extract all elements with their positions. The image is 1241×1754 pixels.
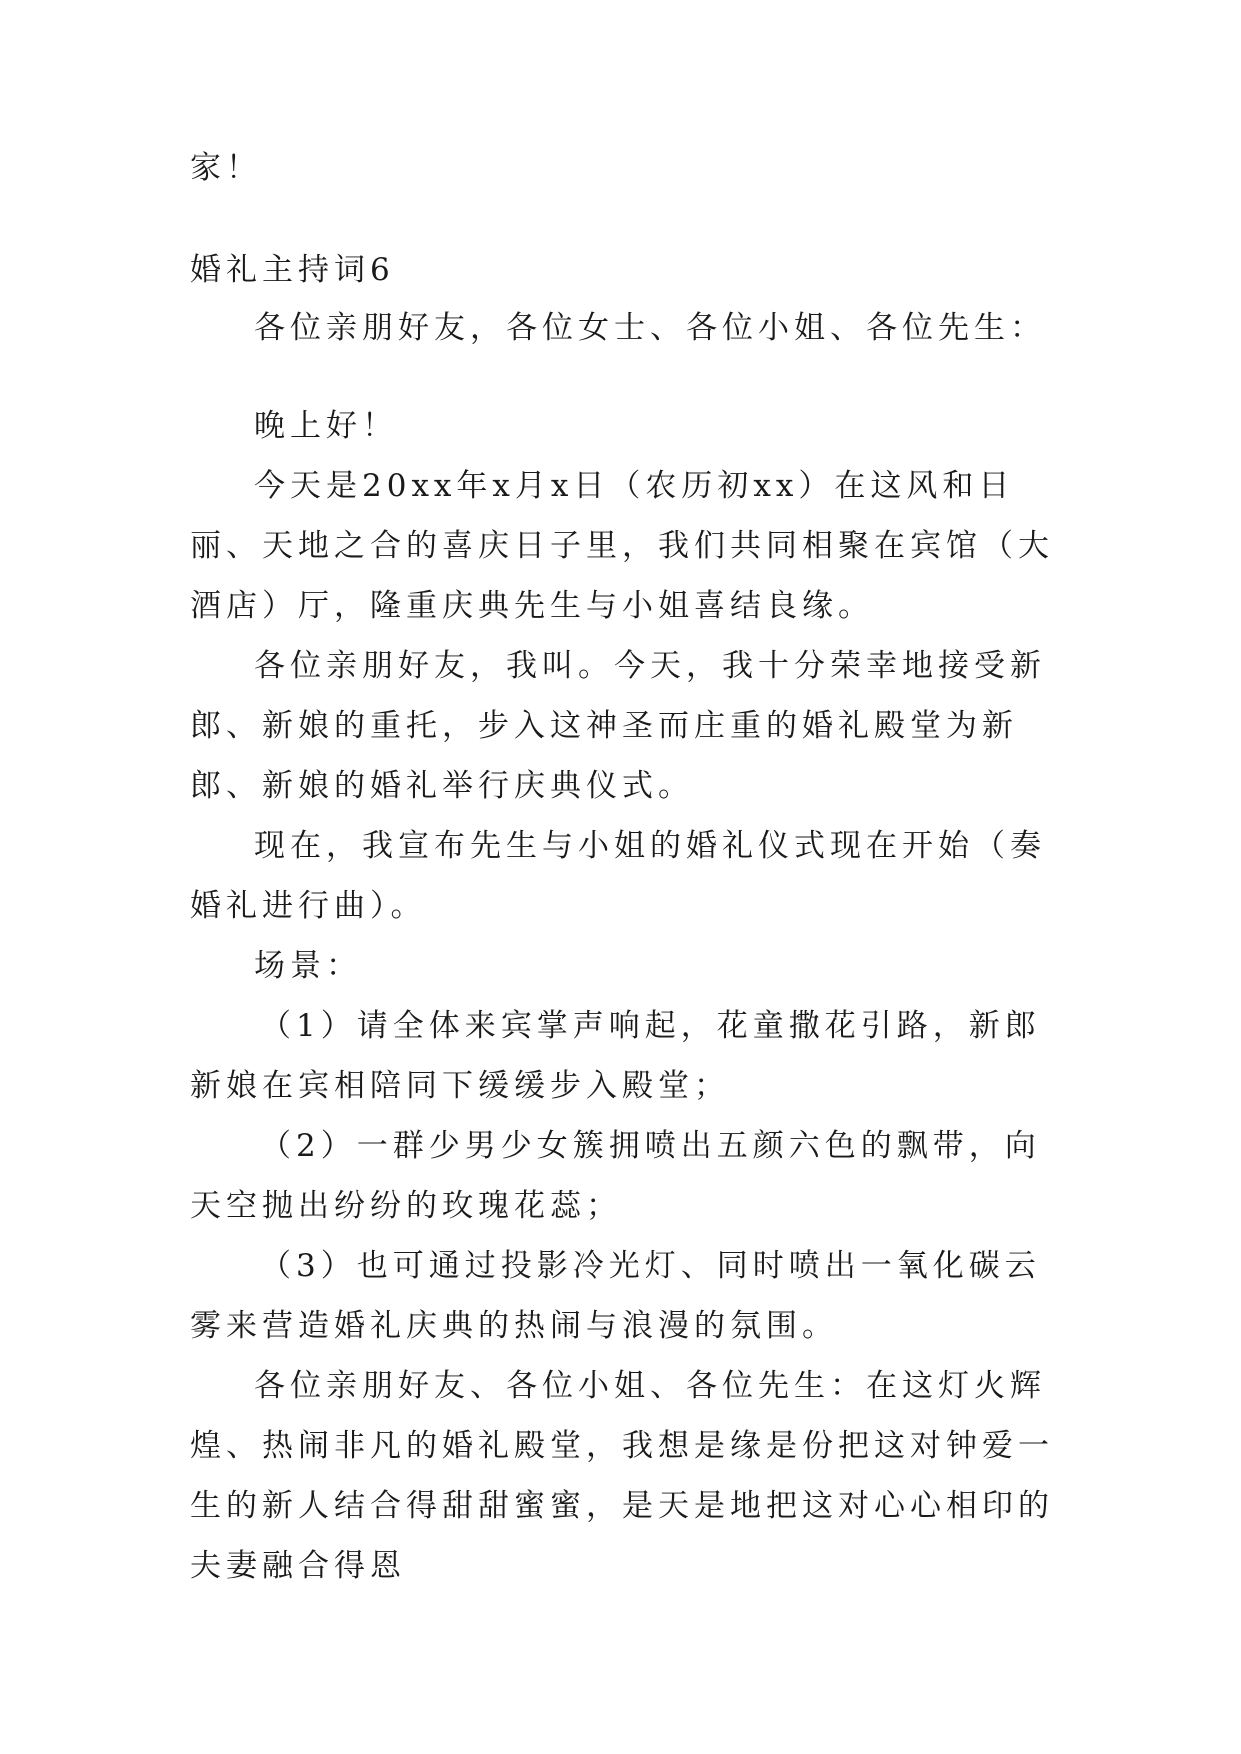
paragraph-scene-3: （3）也可通过投影冷光灯、同时喷出一氧化碳云雾来营造婚礼庆典的热闹与浪漫的氛围。 bbox=[190, 1248, 1041, 1344]
paragraph-greeting: 各位亲朋好友，各位女士、各位小姐、各位先生： bbox=[254, 310, 1046, 346]
paragraph-good-evening: 晚上好！ bbox=[254, 408, 398, 444]
paragraph-scene-2: （2）一群少男少女簇拥喷出五颜六色的飘带，向天空抛出纷纷的玫瑰花蕊； bbox=[190, 1128, 1041, 1224]
paragraph-scene-label: 场景： bbox=[254, 948, 362, 984]
continuation-text bbox=[190, 138, 1070, 198]
section-heading: 婚礼主持词6 bbox=[190, 252, 395, 288]
section-heading-block bbox=[190, 240, 1070, 300]
continuation-line: 家！ bbox=[190, 150, 262, 186]
paragraph-host-intro: 各位亲朋好友，我叫。今天，我十分荣幸地接受新郎、新娘的重托，步入这神圣而庄重的婚礼殿堂为新郎、新娘的婚礼举行庆典仪式。 bbox=[190, 648, 1046, 804]
paragraph-date: 今天是20xx年x月x日（农历初xx）在这风和日丽、天地之合的喜庆日子里，我们共同相聚在宾馆（大酒店）厅，隆重庆典先生与小姐喜结良缘。 bbox=[190, 468, 1054, 624]
paragraph-closing: 各位亲朋好友、各位小姐、各位先生：在这灯火辉煌、热闹非凡的婚礼殿堂，我想是缘是份把这对钟爱一生的新人结合得甜甜蜜蜜，是天是地把这对心心相印的夫妻融合得恩 bbox=[190, 1368, 1054, 1584]
paragraph-scene-1: （1）请全体来宾掌声响起，花童撒花引路，新郎新娘在宾相陪同下缓缓步入殿堂； bbox=[190, 1008, 1041, 1104]
body-text bbox=[190, 396, 1070, 1596]
paragraph-ceremony-start: 现在，我宣布先生与小姐的婚礼仪式现在开始（奏婚礼进行曲）。 bbox=[190, 828, 1046, 924]
greeting-block bbox=[190, 298, 1070, 358]
